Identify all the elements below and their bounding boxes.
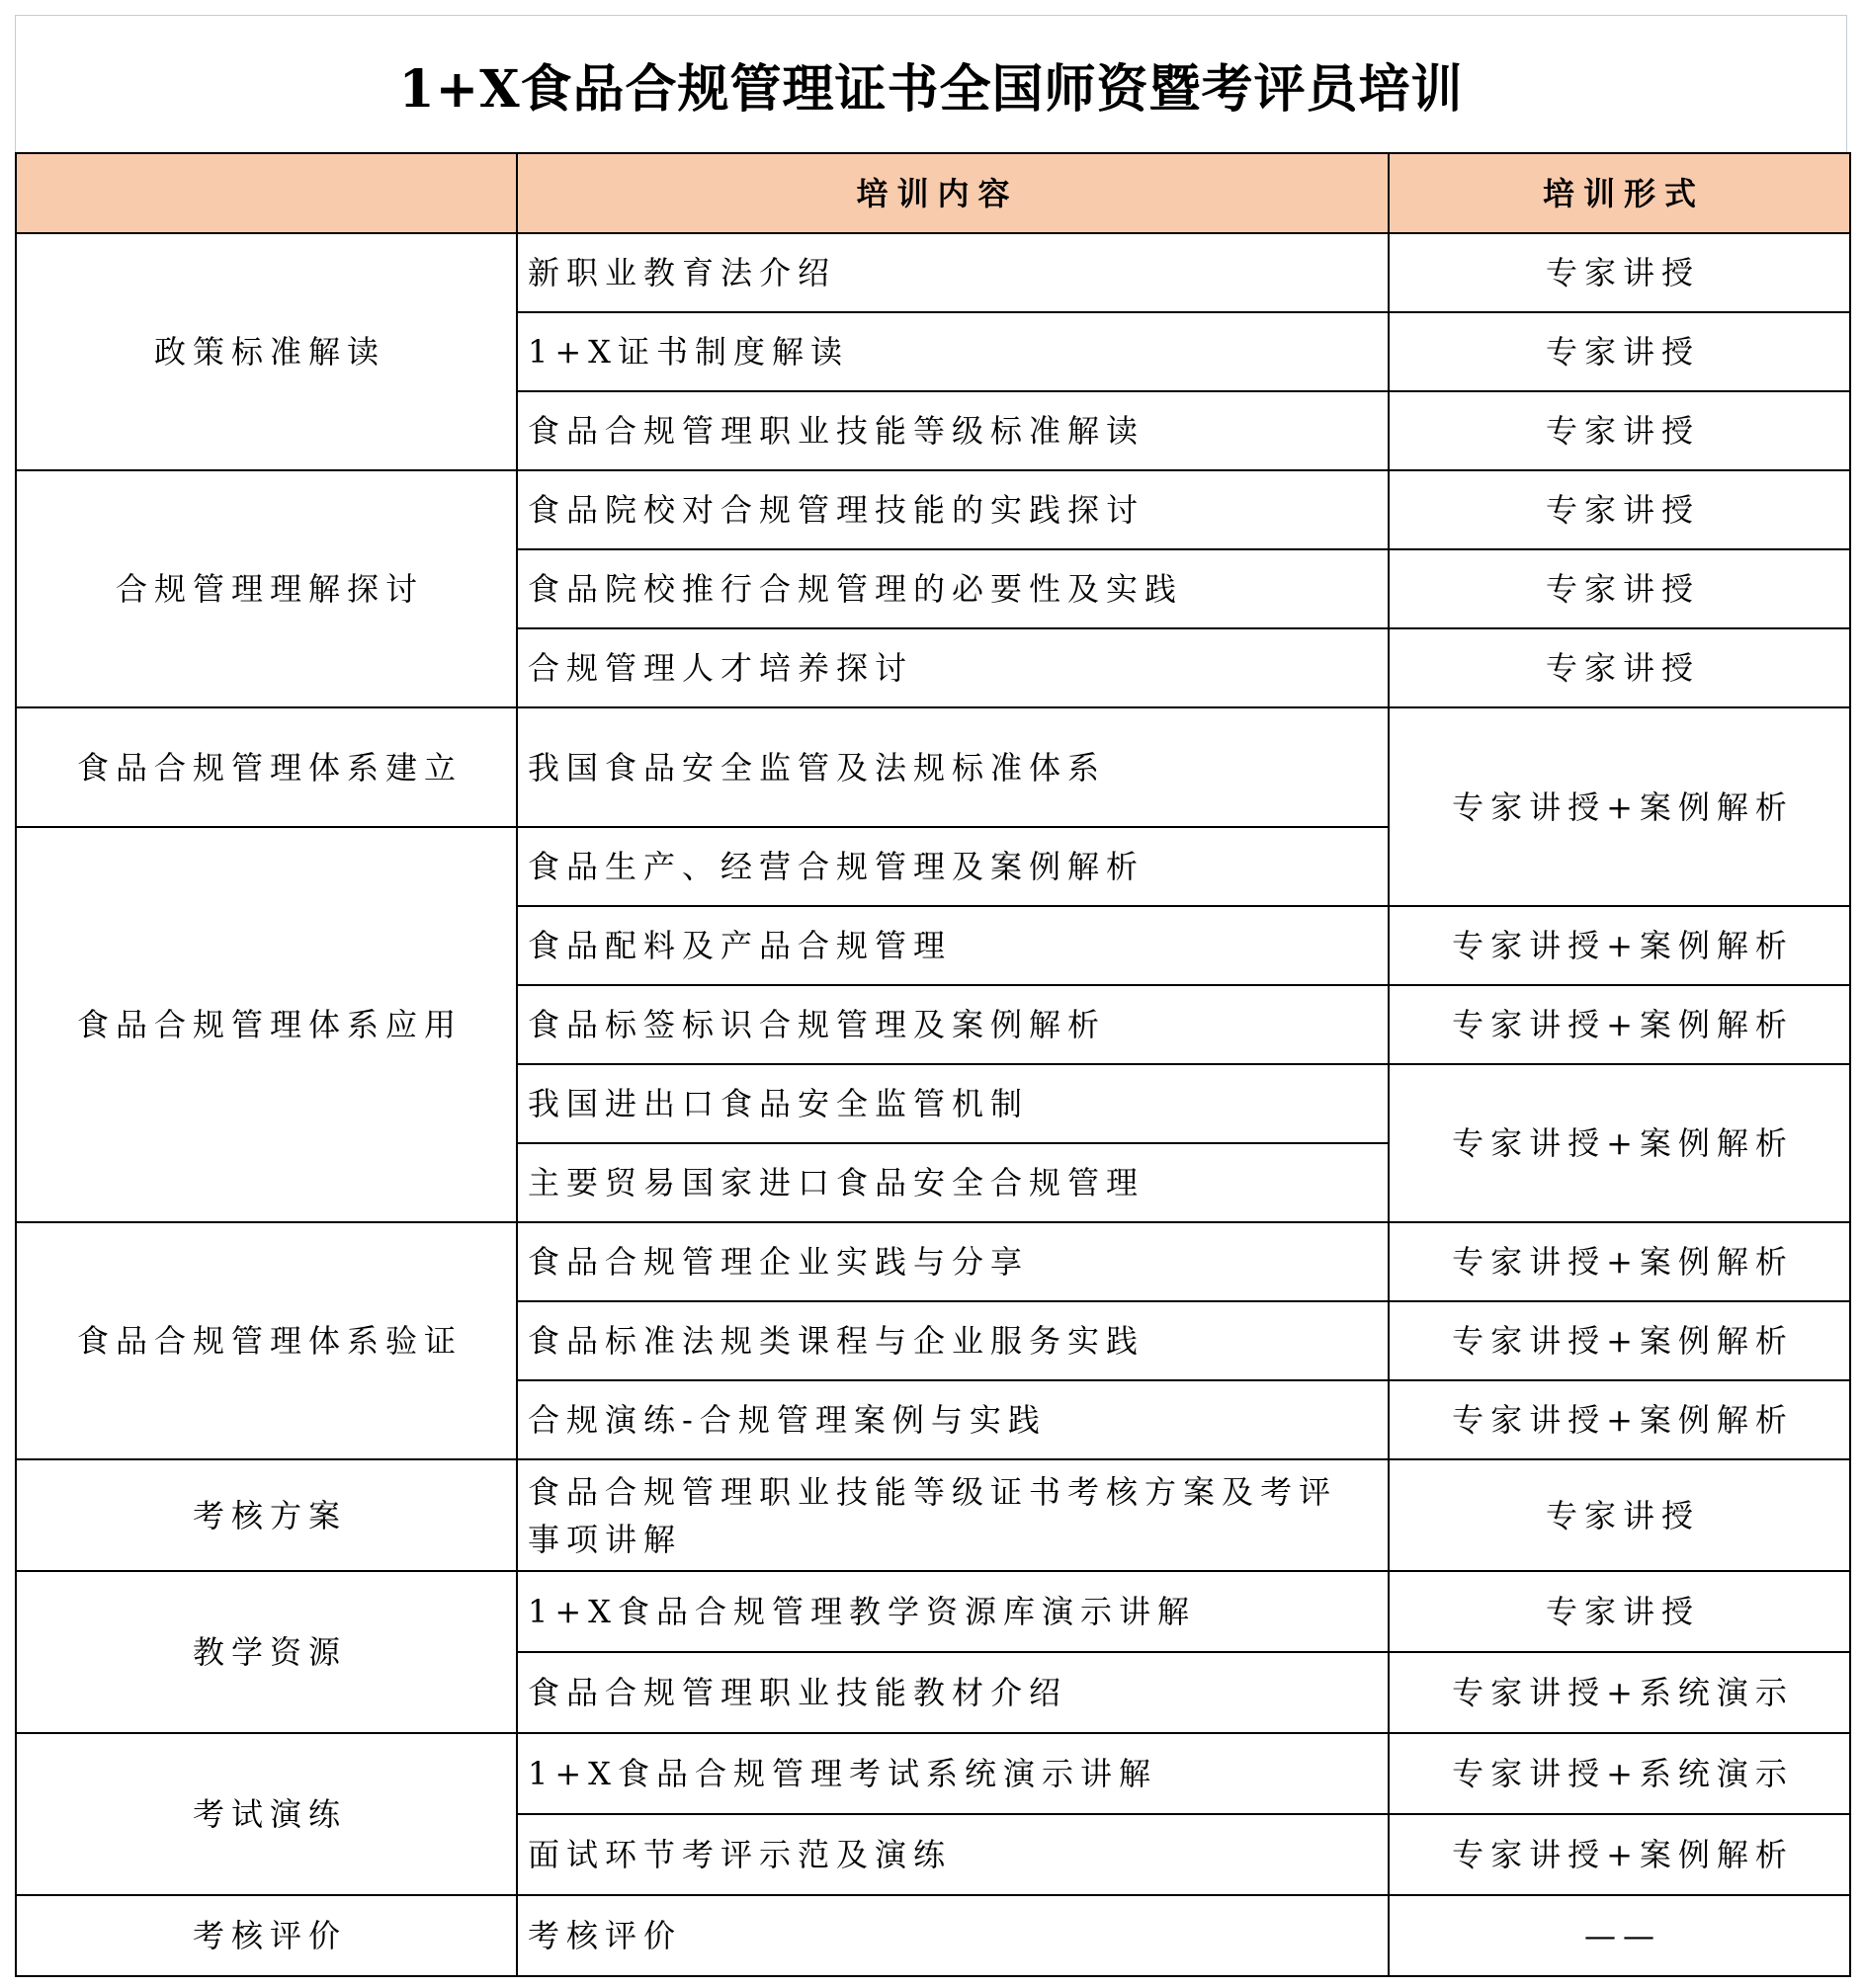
category-cell: 食品合规管理体系验证 — [16, 1222, 517, 1459]
form-cell: 专家讲授+案例解析 — [1389, 1222, 1850, 1301]
content-cell: 面试环节考评示范及演练 — [517, 1814, 1389, 1895]
content-cell: 食品合规管理职业技能等级证书考核方案及考评事项讲解 — [517, 1459, 1389, 1571]
content-cell: 食品院校对合规管理技能的实践探讨 — [517, 470, 1389, 549]
form-cell: 专家讲授+案例解析 — [1389, 1301, 1850, 1380]
form-cell: 专家讲授 — [1389, 549, 1850, 628]
content-cell: 食品配料及产品合规管理 — [517, 906, 1389, 985]
content-cell: 1+X证书制度解读 — [517, 312, 1389, 391]
content-cell: 食品生产、经营合规管理及案例解析 — [517, 827, 1389, 906]
table-row — [16, 470, 1850, 549]
category-cell: 考试演练 — [16, 1733, 517, 1895]
content-cell: 合规演练-合规管理案例与实践 — [517, 1380, 1389, 1459]
table-row — [16, 233, 1850, 312]
header-category-cell — [16, 153, 517, 233]
form-cell: 专家讲授+案例解析 — [1389, 1814, 1850, 1895]
form-cell: 专家讲授 — [1389, 1459, 1850, 1571]
table-row — [16, 1222, 1850, 1301]
category-cell: 教学资源 — [16, 1571, 517, 1733]
content-cell: 新职业教育法介绍 — [517, 233, 1389, 312]
content-cell: 1+X食品合规管理考试系统演示讲解 — [517, 1733, 1389, 1814]
category-cell: 合规管理理解探讨 — [16, 470, 517, 707]
form-cell: 专家讲授 — [1389, 1571, 1850, 1652]
content-cell: 我国食品安全监管及法规标准体系 — [517, 707, 1389, 827]
form-cell: 专家讲授 — [1389, 391, 1850, 470]
form-cell: 专家讲授+系统演示 — [1389, 1652, 1850, 1733]
title-box — [15, 15, 1847, 152]
form-cell: 专家讲授+案例解析 — [1389, 906, 1850, 985]
content-cell: 食品标准法规类课程与企业服务实践 — [517, 1301, 1389, 1380]
form-cell: 专家讲授+案例解析 — [1389, 707, 1850, 906]
header-form-cell: 培训形式 — [1389, 153, 1850, 233]
content-cell: 食品合规管理企业实践与分享 — [517, 1222, 1389, 1301]
category-cell: 食品合规管理体系建立 — [16, 707, 517, 827]
table-row — [16, 1571, 1850, 1652]
form-cell: 专家讲授 — [1389, 233, 1850, 312]
table-header-row — [16, 153, 1850, 233]
category-cell: 政策标准解读 — [16, 233, 517, 470]
form-cell: 专家讲授+系统演示 — [1389, 1733, 1850, 1814]
page-title: 1+X食品合规管理证书全国师资暨考评员培训 — [398, 58, 1464, 120]
table-row — [16, 1459, 1850, 1571]
content-cell: 考核评价 — [517, 1895, 1389, 1976]
form-cell: 专家讲授 — [1389, 312, 1850, 391]
category-cell: 考核评价 — [16, 1895, 517, 1976]
category-cell: 食品合规管理体系应用 — [16, 827, 517, 1222]
content-cell: 我国进出口食品安全监管机制 — [517, 1064, 1389, 1143]
table-row — [16, 707, 1850, 827]
form-cell: 专家讲授 — [1389, 470, 1850, 549]
header-content-cell: 培训内容 — [517, 153, 1389, 233]
table-row — [16, 1733, 1850, 1814]
form-cell: —— — [1389, 1895, 1850, 1976]
content-cell: 食品标签标识合规管理及案例解析 — [517, 985, 1389, 1064]
content-cell: 主要贸易国家进口食品安全合规管理 — [517, 1143, 1389, 1222]
content-cell: 合规管理人才培养探讨 — [517, 628, 1389, 707]
form-cell: 专家讲授+案例解析 — [1389, 985, 1850, 1064]
category-cell: 考核方案 — [16, 1459, 517, 1571]
content-cell: 食品合规管理职业技能教材介绍 — [517, 1652, 1389, 1733]
training-table — [15, 152, 1851, 1977]
form-cell: 专家讲授+案例解析 — [1389, 1064, 1850, 1222]
content-cell: 食品合规管理职业技能等级标准解读 — [517, 391, 1389, 470]
form-cell: 专家讲授+案例解析 — [1389, 1380, 1850, 1459]
content-cell: 食品院校推行合规管理的必要性及实践 — [517, 549, 1389, 628]
form-cell: 专家讲授 — [1389, 628, 1850, 707]
content-cell: 1+X食品合规管理教学资源库演示讲解 — [517, 1571, 1389, 1652]
table-row — [16, 1895, 1850, 1976]
